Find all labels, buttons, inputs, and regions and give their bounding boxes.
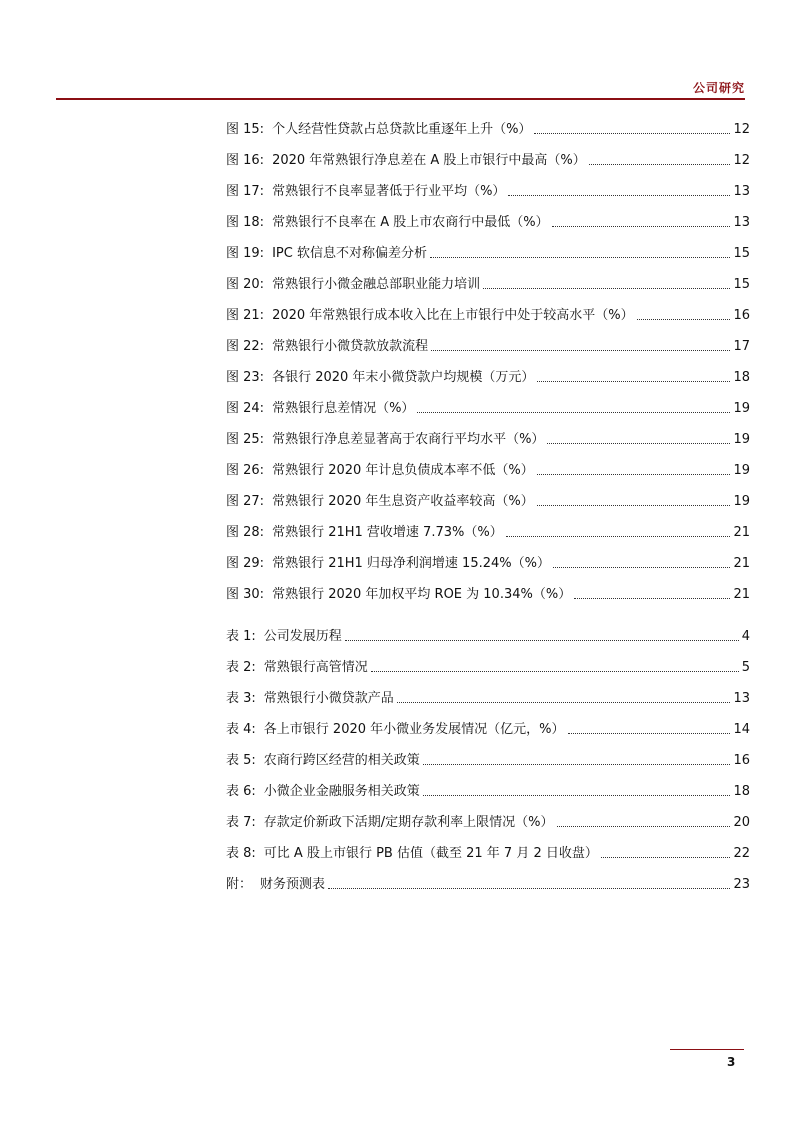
figure-entry[interactable] xyxy=(226,479,750,510)
table-entry[interactable] xyxy=(226,769,750,800)
figure-entry[interactable] xyxy=(226,572,750,603)
table-entry-label: 表 4: xyxy=(226,722,256,737)
figure-entry-title: 常熟银行 21H1 归母净利润增速 15.24%（%） xyxy=(272,556,550,571)
figure-entry-title: 2020 年常熟银行净息差在 A 股上市银行中最高（%） xyxy=(272,153,586,168)
figure-entry-label: 图 19: xyxy=(226,246,265,261)
table-entry-label: 表 1: xyxy=(226,629,256,644)
figure-entry-label: 图 30: xyxy=(226,587,265,602)
table-entry-title: 常熟银行小微贷款产品 xyxy=(263,691,394,706)
figure-entry-page-number: 12 xyxy=(733,153,750,168)
dot-leader xyxy=(431,350,730,351)
dot-leader xyxy=(601,857,731,858)
table-entry-title: 常熟银行高管情况 xyxy=(263,660,368,675)
figure-entry[interactable] xyxy=(226,200,750,231)
figure-index-list xyxy=(226,107,750,603)
dot-leader xyxy=(537,505,731,506)
figure-entry-title: 常熟银行不良率显著低于行业平均（%） xyxy=(272,184,506,199)
table-entry[interactable] xyxy=(226,707,750,738)
table-entry[interactable] xyxy=(226,676,750,707)
footer-divider xyxy=(670,1049,744,1050)
table-entry[interactable] xyxy=(226,738,750,769)
figure-entry-page-number: 21 xyxy=(733,525,750,540)
dot-leader xyxy=(417,412,730,413)
dot-leader xyxy=(345,640,739,641)
figure-entry-title: 常熟银行不良率在 A 股上市农商行中最低（%） xyxy=(272,215,549,230)
figure-entry-page-number: 13 xyxy=(733,215,750,230)
figure-entry-label: 图 21: xyxy=(226,308,265,323)
figure-entry-title: IPC 软信息不对称偏差分析 xyxy=(272,246,427,261)
dot-leader xyxy=(552,226,731,227)
figure-entry-title: 常熟银行息差情况（%） xyxy=(272,401,415,416)
figure-entry-title: 常熟银行 21H1 营收增速 7.73%（%） xyxy=(272,525,503,540)
figure-entry-page-number: 15 xyxy=(733,277,750,292)
page-number: 3 xyxy=(727,1055,736,1069)
table-entry-title: 财务预测表 xyxy=(260,877,326,892)
header-section-label: 公司研究 xyxy=(692,81,745,95)
dot-leader xyxy=(537,474,731,475)
dot-leader xyxy=(397,702,731,703)
figure-entry-page-number: 16 xyxy=(733,308,750,323)
header-divider xyxy=(56,98,745,100)
figure-entry-page-number: 21 xyxy=(733,556,750,571)
figure-entry[interactable] xyxy=(226,386,750,417)
table-entry-label: 表 7: xyxy=(226,815,256,830)
table-entry[interactable] xyxy=(226,645,750,676)
figure-entry-title: 2020 年常熟银行成本收入比在上市银行中处于较高水平（%） xyxy=(272,308,634,323)
dot-leader xyxy=(430,257,731,258)
dot-leader xyxy=(568,733,731,734)
figure-entry-title: 常熟银行 2020 年生息资产收益率较高（%） xyxy=(272,494,534,509)
table-entry-title: 可比 A 股上市银行 PB 估值（截至 21 年 7 月 2 日收盘） xyxy=(263,846,598,861)
table-entry-page-number: 14 xyxy=(733,722,750,737)
figure-entry-page-number: 19 xyxy=(733,494,750,509)
table-entry-page-number: 4 xyxy=(741,629,750,644)
dot-leader xyxy=(371,671,739,672)
figure-entry-title: 常熟银行小微金融总部职业能力培训 xyxy=(272,277,481,292)
figure-entry-title: 常熟银行小微贷款放款流程 xyxy=(272,339,429,354)
table-entry-title: 农商行跨区经营的相关政策 xyxy=(263,753,420,768)
table-entry-title: 各上市银行 2020 年小微业务发展情况（亿元，%） xyxy=(263,722,565,737)
dot-leader xyxy=(423,795,731,796)
figure-entry-label: 图 16: xyxy=(226,153,265,168)
table-entry-label: 表 8: xyxy=(226,846,256,861)
figure-entry-label: 图 26: xyxy=(226,463,265,478)
table-entry-label: 附： xyxy=(226,877,253,892)
dot-leader xyxy=(557,826,731,827)
figure-entry[interactable] xyxy=(226,262,750,293)
table-entry-page-number: 16 xyxy=(733,753,750,768)
table-entry-page-number: 18 xyxy=(733,784,750,799)
dot-leader xyxy=(547,443,730,444)
dot-leader xyxy=(506,536,731,537)
table-entry-label: 表 3: xyxy=(226,691,256,706)
table-entry-page-number: 22 xyxy=(733,846,750,861)
figure-entry-page-number: 18 xyxy=(733,370,750,385)
table-entry-page-number: 13 xyxy=(733,691,750,706)
table-index-list xyxy=(226,614,750,893)
figure-entry[interactable] xyxy=(226,510,750,541)
figure-entry-title: 常熟银行 2020 年计息负债成本率不低（%） xyxy=(272,463,534,478)
figure-entry-page-number: 19 xyxy=(733,401,750,416)
table-entry-page-number: 20 xyxy=(733,815,750,830)
figure-entry-label: 图 22: xyxy=(226,339,265,354)
figure-entry-label: 图 24: xyxy=(226,401,265,416)
figure-entry-page-number: 15 xyxy=(733,246,750,261)
figure-entry-label: 图 29: xyxy=(226,556,265,571)
table-entry-label: 表 2: xyxy=(226,660,256,675)
figure-entry-page-number: 21 xyxy=(733,587,750,602)
dot-leader xyxy=(574,598,730,599)
table-entry[interactable] xyxy=(226,800,750,831)
figure-entry-label: 图 27: xyxy=(226,494,265,509)
figure-entry-page-number: 19 xyxy=(733,432,750,447)
figure-entry[interactable] xyxy=(226,448,750,479)
figure-entry-page-number: 19 xyxy=(733,463,750,478)
figure-entry-label: 图 23: xyxy=(226,370,265,385)
figure-entry-label: 图 18: xyxy=(226,215,265,230)
figure-entry-label: 图 28: xyxy=(226,525,265,540)
figure-entry[interactable] xyxy=(226,324,750,355)
figure-entry-title: 常熟银行 2020 年加权平均 ROE 为 10.34%（%） xyxy=(272,587,572,602)
table-entry[interactable] xyxy=(226,614,750,645)
dot-leader xyxy=(483,288,730,289)
figure-entry-page-number: 13 xyxy=(733,184,750,199)
table-entry-page-number: 5 xyxy=(741,660,750,675)
table-entry[interactable] xyxy=(226,862,750,893)
dot-leader xyxy=(534,133,730,134)
figure-entry-title: 个人经营性贷款占总贷款比重逐年上升（%） xyxy=(272,122,532,137)
table-entry-label: 表 5: xyxy=(226,753,256,768)
table-entry[interactable] xyxy=(226,831,750,862)
figure-entry[interactable] xyxy=(226,169,750,200)
table-entry-label: 表 6: xyxy=(226,784,256,799)
table-entry-page-number: 23 xyxy=(733,877,750,892)
figure-entry[interactable] xyxy=(226,138,750,169)
dot-leader xyxy=(553,567,730,568)
dot-leader xyxy=(423,764,731,765)
figure-entry-title: 常熟银行净息差显著高于农商行平均水平（%） xyxy=(272,432,545,447)
figure-entry-label: 图 15: xyxy=(226,122,265,137)
figure-entry-page-number: 17 xyxy=(733,339,750,354)
figure-entry[interactable] xyxy=(226,355,750,386)
figure-entry[interactable] xyxy=(226,293,750,324)
figure-entry-title: 各银行 2020 年末小微贷款户均规模（万元） xyxy=(272,370,535,385)
dot-leader xyxy=(589,164,731,165)
figure-entry[interactable] xyxy=(226,107,750,138)
table-entry-title: 小微企业金融服务相关政策 xyxy=(263,784,420,799)
dot-leader xyxy=(537,381,730,382)
figure-entry-label: 图 17: xyxy=(226,184,265,199)
dot-leader xyxy=(637,319,731,320)
figure-entry[interactable] xyxy=(226,541,750,572)
table-entry-title: 存款定价新政下活期/定期存款利率上限情况（%） xyxy=(263,815,554,830)
figure-entry[interactable] xyxy=(226,231,750,262)
figure-entry-label: 图 25: xyxy=(226,432,265,447)
table-entry-title: 公司发展历程 xyxy=(263,629,342,644)
figure-entry-page-number: 12 xyxy=(733,122,750,137)
figure-entry-label: 图 20: xyxy=(226,277,265,292)
figure-entry[interactable] xyxy=(226,417,750,448)
dot-leader xyxy=(328,888,730,889)
dot-leader xyxy=(508,195,730,196)
